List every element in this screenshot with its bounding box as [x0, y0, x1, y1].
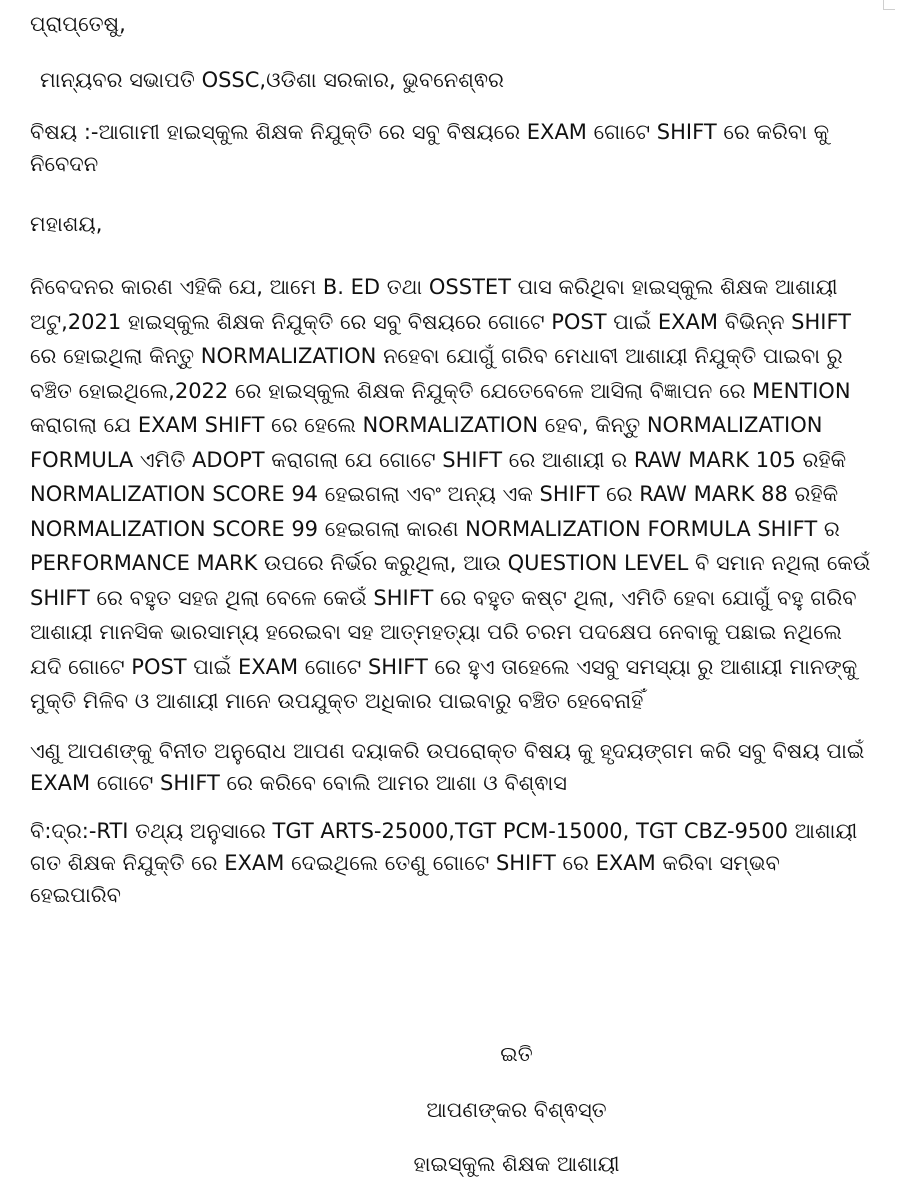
closing-yours-faithfully: ଆପଣଙ୍କର ବିଶ୍ଵସ୍ତ	[426, 1098, 607, 1122]
letter-addressee: ମାନ୍ୟବର ସଭାପତି OSSC,ଓଡିଶା ସରକାର, ଭୁବନେଶ୍ଵର	[40, 68, 504, 92]
letter-request: ଏଣୁ ଆପଣଙ୍କୁ ବିନୀତ ଅନୁରୋଧ ଆପଣ ଦୟାକରି ଉପରୋକ୍ତ ବିଷୟ କୁ ହୃଦୟଙ୍ଗମ କରି ସବୁ ବିଷୟ ପାଇଁ EXAM ଗୋଟେ SHIFT ରେ କରିବେ ବୋଲି ଆମର ଆଶା ଓ ବିଶ୍ଵାସ	[30, 738, 865, 795]
letter-salutation: ପ୍ରାପ୍ତେଷୁ,	[30, 12, 126, 36]
page-corner-mark	[883, 0, 895, 10]
letter-note: ବି:ଦ୍ର:-RTI ତଥ୍ୟ ଅନୁସାରେ TGT ARTS-25000,TGT PCM-15000, TGT CBZ-9500 ଆଶାୟୀ ଗତ ଶିକ୍ଷକ ନିଯୁକ୍ତି ରେ EXAM ଦେଇଥିଲେ ତେଣୁ ଗୋଟେ SHIFT ରେ EXAM କରିବା ସମ୍ଭବ ହେଇପାରିବ	[30, 818, 858, 907]
closing-signatory: ହାଇସ୍କୁଲ ଶିକ୍ଷକ ଆଶାୟୀ	[413, 1152, 620, 1176]
closing-iti: ଇତି	[500, 1042, 533, 1066]
letter-greeting: ମହାଶୟ,	[30, 212, 103, 236]
letter-body: ନିବେଦନର କାରଣ ଏହିକି ଯେ, ଆମେ B. ED ତଥା OSSTET ପାସ କରିଥିବା ହାଇସ୍କୁଲ ଶିକ୍ଷକ ଆଶାୟୀ ଅଟୁ,2021 ହାଇସ୍କୁଲ ଶିକ୍ଷକ ନିଯୁକ୍ତି ରେ ସବୁ ବିଷୟରେ ଗୋଟେ POST ପାଇଁ EXAM ବିଭିନ୍ନ SHIFT ରେ ହୋଇଥିଲା କିନ୍ତୁ NORMALIZATION ନହେବା ଯୋଗୁଁ ଗରିବ ମେଧାବୀ ଆଶାୟୀ ନିଯୁକ୍ତି ପାଇବା ରୁ ବଞ୍ଚିତ ହୋଇଥିଲେ,2022 ରେ ହାଇସ୍କୁଲ ଶିକ୍ଷକ ନିଯୁକ୍ତି ଯେତେବେଳେ ଆସିଲା ବିଜ୍ଞାପନ ରେ MENTION କରାଗଲା ଯେ EXAM SHIFT ରେ ହେଲେ NORMALIZATION ହେବ, କିନ୍ତୁ NORMALIZATION FORMULA ଏମିତି ADOPT କରାଗଲା ଯେ ଗୋଟେ SHIFT ରେ ଆଶାୟୀ ର RAW MARK 105 ରହିକି NORMALIZATION SCORE 94 ହେଇଗଲା ଏବଂ ଅନ୍ୟ ଏକ SHIFT ରେ RAW MARK 88 ରହିକି NORMALIZATION SCORE 99 ହେଇଗଲା କାରଣ NORMALIZATION FORMULA SHIFT ର PERFORMANCE MARK ଉପରେ ନିର୍ଭର କରୁଥିଲା, ଆଉ QUESTION LEVEL ବି ସମାନ ନଥିଲା କେଉଁ SHIFT ରେ ବହୁତ ସହଜ ଥିଲା ବେଳେ କେଉଁ SHIFT ରେ ବହୁତ କଷ୍ଟ ଥିଲା, ଏମିତି ହେବା ଯୋଗୁଁ ବହୁ ଗରିବ ଆଶାୟୀ ମାନସିକ ଭାରସାମ୍ୟ ହରେଇବା ସହ ଆତ୍ମହତ୍ୟା ପରି ଚରମ ପଦକ୍ଷେପ ନେବାକୁ ପଛାଇ ନଥିଲେ ଯଦି ଗୋଟେ POST ପାଇଁ EXAM ଗୋଟେ SHIFT ରେ ହୁଏ ତାହେଲେ ଏସବୁ ସମସ୍ୟା ରୁ ଆଶାୟୀ ମାନଙ୍କୁ ମୁକ୍ତି ମିଳିବ ଓ ଆଶାୟୀ ମାନେ ଉପଯୁକ୍ତ ଅଧିକାର ପାଇବାରୁ ବଞ୍ଚିତ ହେବେନାହିଁ	[30, 275, 871, 713]
letter-subject: ବିଷୟ :-ଆଗାମୀ ହାଇସ୍କୁଲ ଶିକ୍ଷକ ନିଯୁକ୍ତି ରେ ସବୁ ବିଷୟରେ EXAM ଗୋଟେ SHIFT ରେ କରିବା କୁ ନିବେଦନ	[30, 120, 830, 176]
